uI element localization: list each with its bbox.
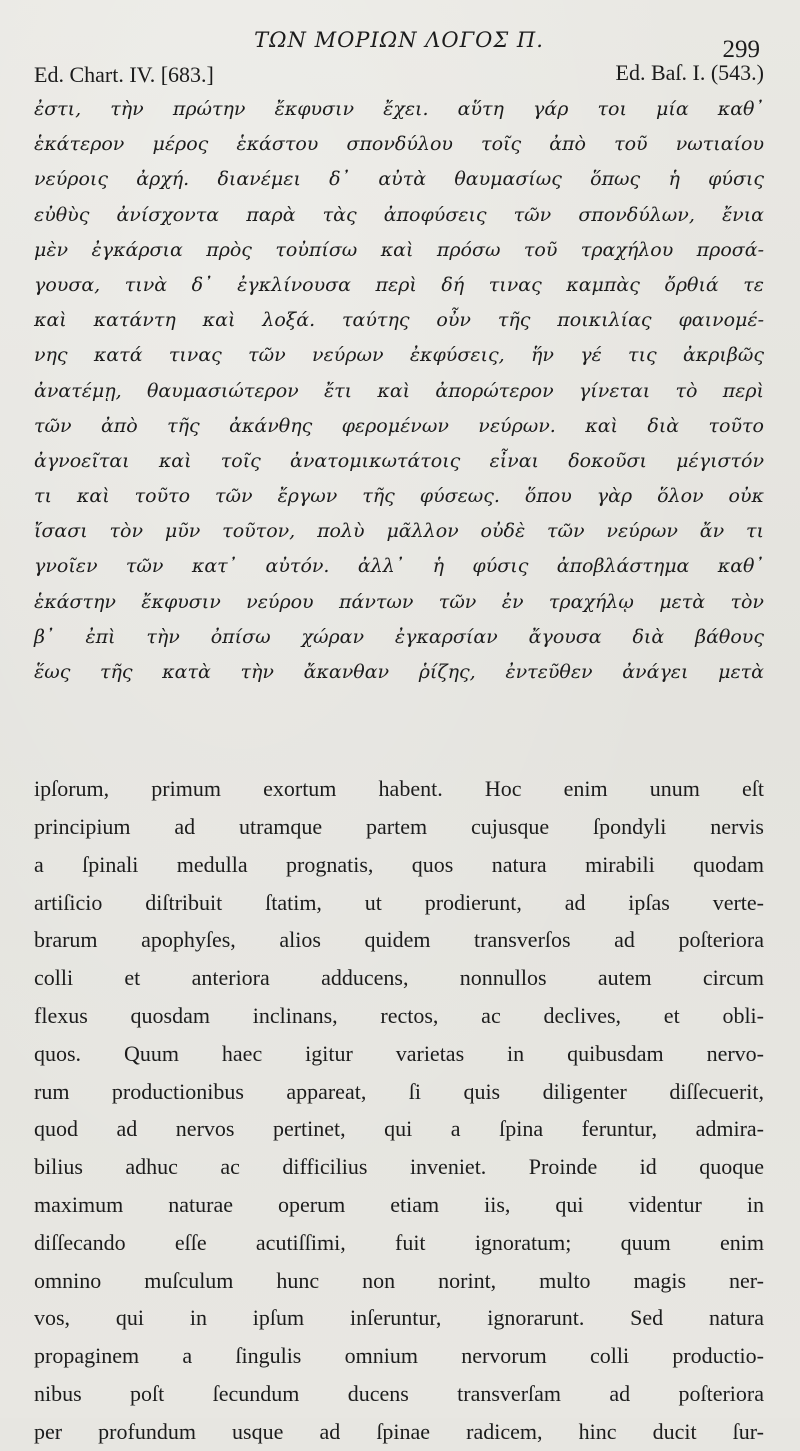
greek-text [34,92,764,690]
greek-line: γουσα, τινὰ δ᾽ ἐγκλίνουσα περὶ δή τινας καμπὰς ὄρθιά τε [34,273,764,296]
greek-line: ἑκάστην ἔκφυσιν νεύρου πάντων τῶν ἐν τραχήλῳ μετὰ τὸν [34,590,764,613]
greek-line: ἐστι, τὴν πρώτην ἔκφυσιν ἔχει. αὕτη γάρ τοι μία καθ᾽ [34,98,764,120]
greek-line: ἕως τῆς κατὰ τὴν ἄκανθαν ῥίζης, ἐντεῦθεν ἀνάγει μετὰ [34,661,764,683]
greek-line: ἑκάτερον μέρος ἑκάστου σπονδύλου τοῖς ἀπὸ τοῦ νωτιαίου [34,133,764,156]
greek-line: ἀνατέμῃ, θαυμασιώτερον ἔτι καὶ ἀπορώτερον γίνεται τὸ περὶ [34,379,764,402]
running-title: ΤΩΝ ΜΟΡΙΩΝ ΛΟΓΟΣ Π. [254,28,544,52]
latin-line: vos, qui in ipſum inſeruntur, ignorarunt. Sed natura [34,1305,764,1331]
latin-text [34,770,764,1450]
latin-line: flexus quosdam inclinans, rectos, ac declives, et obli- [34,1002,764,1028]
greek-line: β᾽ ἐπὶ τὴν ὀπίσω χώραν ἐγκαρσίαν ἄγουσα διὰ βάθους [34,625,764,648]
edition-basel: Ed. Baſ. I. (543.) [615,60,764,85]
greek-line: μὲν ἐγκάρσια πρὸς τοὐπίσω καὶ πρόσω τοῦ τραχήλου προσά- [34,238,764,261]
latin-line: propaginem a ſingulis omnium nervorum colli productio- [34,1343,764,1369]
greek-line: καὶ κατάντη καὶ λοξά. ταύτης οὖν τῆς ποικιλίας φαινομέ- [34,309,764,332]
latin-line: omnino muſculum hunc non norint, multo magis ner- [34,1267,764,1293]
edition-references [34,58,764,90]
latin-line: rum productionibus appareat, ſi quis diligenter diſſecuerit, [34,1078,764,1104]
latin-line: bilius adhuc ac difficilius inveniet. Proinde id quoque [34,1154,764,1180]
greek-line: ἴσασι τὸν μῦν τοῦτον, πολὺ μᾶλλον οὐδὲ τῶν νεύρων ἄν τι [34,520,764,543]
section-gap [34,690,764,770]
latin-line: quod ad nervos pertinet, qui a ſpina feruntur, admira- [34,1116,764,1142]
greek-line: τῶν ἀπὸ τῆς ἀκάνθης φερομένων νεύρων. καὶ διὰ τοῦτο [34,414,764,437]
greek-line: εὐθὺς ἀνίσχοντα παρὰ τὰς ἀποφύσεις τῶν σπονδύλων, ἔνια [34,203,764,226]
latin-line: colli et anteriora adducens, nonnullos autem circum [34,965,764,991]
greek-line: τι καὶ τοῦτο τῶν ἔργων τῆς φύσεως. ὅπου γὰρ ὅλον οὐκ [34,485,764,508]
greek-line: ἀγνοεῖται καὶ τοῖς ἀνατομικωτάτοις εἶναι δοκοῦσι μέγιστόν [34,449,764,472]
latin-line: ipſorum, primum exortum habent. Hoc enim unum eſt [34,776,764,802]
greek-line: γνοῖεν τῶν κατ᾽ αὐτόν. ἀλλ᾽ ἡ φύσις ἀποβλάστημα καθ᾽ [34,555,764,578]
latin-line: artiſicio diſtribuit ſtatim, ut prodierunt, ad ipſas verte- [34,889,764,915]
latin-line: nibus poſt ſecundum ducens transverſam ad poſteriora [34,1380,764,1406]
latin-line: diſſecando eſſe acutiſſimi, fuit ignoratum; quum enim [34,1229,764,1255]
latin-line: brarum apophyſes, alios quidem transverſos ad poſteriora [34,927,764,953]
latin-line: maximum naturae operum etiam iis, qui videntur in [34,1191,764,1217]
greek-line: νης κατά τινας τῶν νεύρων ἐκφύσεις, ἥν γέ τις ἀκριβῶς [34,344,764,367]
latin-line: a ſpinali medulla prognatis, quos natura mirabili quodam [34,851,764,877]
greek-line: νεύροις ἀρχή. διανέμει δ᾽ αὐτὰ θαυμασίως ὅπως ἡ φύσις [34,168,764,191]
page-number: 299 [722,36,760,63]
latin-line: principium ad utramque partem cujusque ſpondyli nervis [34,813,764,839]
running-head [34,0,764,63]
latin-line: per profundum usque ad ſpinae radicem, hinc ducit ſur- [34,1418,764,1444]
latin-line: quos. Quum haec igitur varietas in quibusdam nervo- [34,1040,764,1066]
edition-chartier: Ed. Chart. IV. [683.] [34,62,214,87]
